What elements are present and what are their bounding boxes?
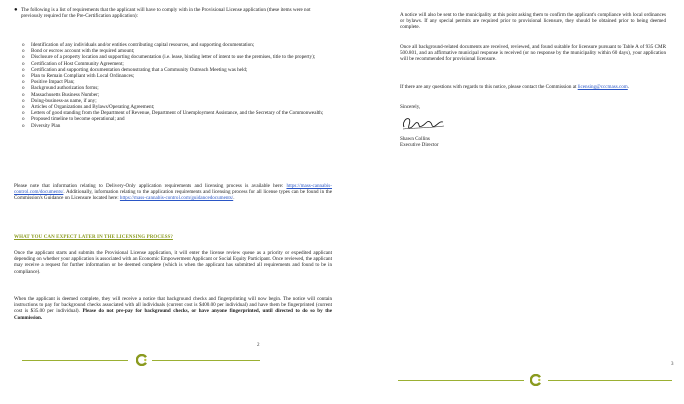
list-item: o Doing-business-as name, if any;	[22, 97, 97, 104]
delivery-note-paragraph: Please note that information relating to Delivery-Only application requirements and licensing process is available here: https://mass-cannabis-control.com/documents/. Additionally, information relating to the application requirements and licensing process for all license types can be found in the Commission's Guidance on Licensure located here: https://mass-cannabis-control.com/guidancedocuments/.	[14, 183, 332, 202]
circle-bullet-icon: o	[22, 116, 25, 123]
signer-title: Executive Director	[400, 142, 439, 148]
municipality-notice-paragraph: A notice will also be sent to the municipality at this point asking them to confirm the applicant's compliance with local ordinances or bylaws. If any special permits are required prior to provisional licensure, they should be obtained prior to being deemed complete.	[400, 12, 666, 31]
list-item: o Diversity Plan	[22, 122, 61, 129]
list-item: o Certification and supporting documentation demonstrating that a Community Outreach Meeting was held;	[22, 66, 248, 73]
footer-rule-right	[152, 360, 260, 361]
list-item: o Articles of Organizations and Bylaws/Operating Agreement;	[22, 104, 155, 111]
circle-bullet-icon: o	[22, 85, 25, 92]
background-documents-paragraph: Once all background-related documents are received, reviewed, and found suitable for licensure pursuant to Table A of 935 CMR 500.801, and an affirmative municipal response is received (or no response by the municipality within 60 days), your application will be recommended for provisional licensure.	[400, 44, 666, 63]
documents-link[interactable]: https://mass-cannabis-control.com/documents/	[14, 183, 332, 196]
circle-bullet-icon: o	[22, 66, 25, 73]
signer-name: Shawn Collins	[400, 136, 430, 142]
list-item: o Identification of any individuals and/or entities contributing capital resources, and supporting documentation;	[22, 42, 255, 48]
circle-bullet-icon: o	[22, 54, 25, 61]
circle-bullet-icon: o	[22, 110, 25, 117]
licensing-email-link[interactable]: licensing@cccmass.com	[577, 84, 628, 90]
circle-bullet-icon: o	[22, 122, 25, 129]
bullet-icon: ●	[14, 7, 18, 13]
requirements-list	[22, 42, 328, 129]
list-item: o Certification of Host Community Agreement;	[22, 60, 124, 67]
circle-bullet-icon: o	[22, 42, 25, 48]
document-page-3	[342, 0, 684, 404]
licensing-process-paragraph: Once the applicant starts and submits the Provisional License application, it will enter the license review queue as a priority or expedited applicant depending on whether your application is associated with an Economic Empowerment Applicant or Social Equity Participant. Once reviewed, the applicant may receive a request for further information or be deemed complete (which is when the applicant has submitted all requirements and found to be in compliance).	[14, 250, 332, 275]
footer-rule-right	[548, 380, 672, 381]
circle-bullet-icon: o	[22, 48, 25, 55]
list-item: o Positive Impact Plan;	[22, 79, 75, 86]
circle-bullet-icon: o	[22, 97, 25, 104]
closing-salutation: Sincerely,	[400, 104, 421, 110]
footer-rule-left	[398, 380, 524, 381]
circle-bullet-icon: o	[22, 73, 25, 80]
commission-logo-icon	[136, 354, 148, 366]
page-number: 2	[257, 343, 260, 348]
circle-bullet-icon: o	[22, 60, 25, 67]
circle-bullet-icon: o	[22, 91, 25, 98]
section-heading: WHAT YOU CAN EXPECT LATER IN THE LICENSING PROCESS?	[14, 235, 173, 240]
list-item: o Background authorization forms;	[22, 85, 99, 92]
list-item: o Bond or escrow account with the required amount;	[22, 48, 135, 55]
footer-rule-left	[22, 360, 128, 361]
requirements-intro-text: The following is a list of requirements that the applicant will have to comply with in the Provisional License application (these items were not previously required for the Pre-Certification application):	[21, 7, 311, 20]
requirements-intro	[14, 7, 332, 19]
circle-bullet-icon: o	[22, 104, 25, 111]
circle-bullet-icon: o	[22, 79, 25, 86]
list-item: o Massachusetts Business Number;	[22, 91, 100, 98]
commission-logo-icon	[530, 374, 542, 386]
contact-paragraph: If there are any questions with regards to this notice, please contact the Commission at licensing@cccmass.com.	[400, 84, 630, 90]
page-number: 3	[671, 362, 674, 367]
list-item: o Letters of good standing from the Department of Revenue, Department of Unemployment Assistance, and the Secretary of the Commonwealth;	[22, 110, 324, 117]
signature-image	[400, 113, 446, 133]
deemed-complete-paragraph: When the applicant is deemed complete, they will receive a notice that background checks and fingerprinting will now begin. The notice will contain instructions to pay for background checks associated with all individuals (current cost is $400.00 per individual) and have them be fingerprinted (current cost is $35.00 per individual). Please do not pre-pay for background checks, or have anyone fingerprinted, until directed to do so by the Commission.	[14, 296, 332, 321]
guidance-documents-link[interactable]: https://mass-cannabis-control.com/guidancedocuments/	[119, 195, 234, 202]
list-item: o Proposed timeline to become operational; and	[22, 116, 125, 123]
list-item: o Disclosure of a property location and supporting documentation (i.e. lease, binding letter of intent to use the premises, title to the property);	[22, 54, 316, 61]
list-item: o Plan to Remain Compliant with Local Ordinances;	[22, 73, 135, 80]
